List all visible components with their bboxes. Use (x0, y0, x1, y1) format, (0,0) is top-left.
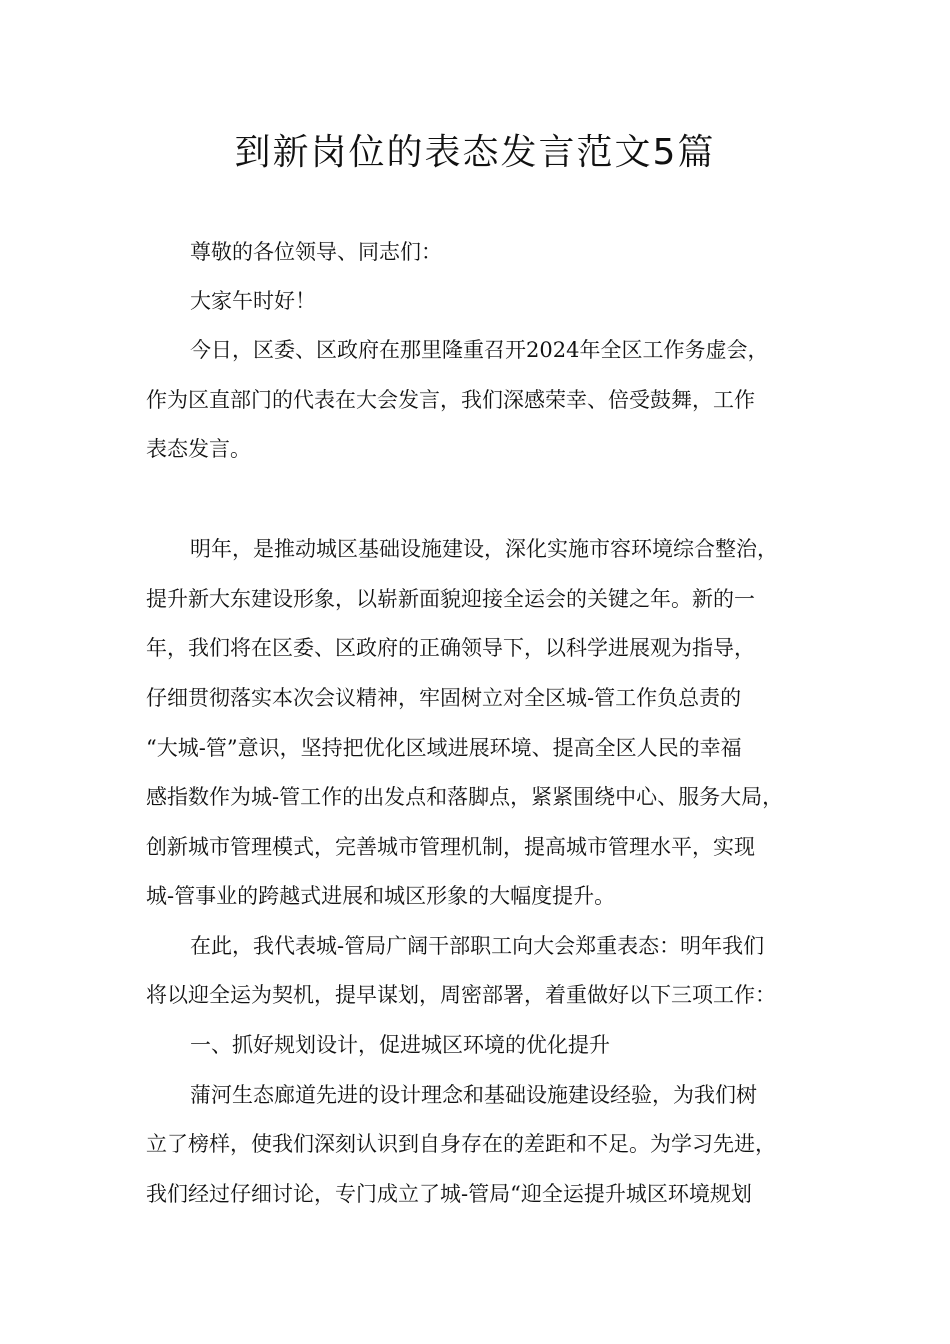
section-heading: 一、抓好规划设计，促进城区环境的优化提升 (190, 1033, 610, 1057)
paragraph-line: 立了榜样，使我们深刻认识到自身存在的差距和不足。为学习先进， (146, 1132, 776, 1156)
paragraph-line: 蒲河生态廊道先进的设计理念和基础设施建设经验，为我们树 (190, 1083, 757, 1107)
paragraph-line: 我们经过仔细讨论，专门成立了城-管局“迎全运提升城区环境规划 (146, 1182, 752, 1206)
salutation: 尊敬的各位领导、同志们： (190, 240, 442, 264)
paragraph-line: 将以迎全运为契机，提早谋划，周密部署，着重做好以下三项工作： (146, 983, 776, 1007)
paragraph-line: 仔细贯彻落实本次会议精神，牢固树立对全区城-管工作负总责的 (146, 686, 742, 710)
paragraph-line: 城-管事业的跨越式进展和城区形象的大幅度提升。 (146, 884, 616, 908)
paragraph-line: 提升新大东建设形象，以崭新面貌迎接全运会的关键之年。新的一 (146, 587, 755, 611)
paragraph-line: 感指数作为城-管工作的出发点和落脚点，紧紧围绕中心、服务大局， (146, 785, 784, 809)
paragraph-line: 年，我们将在区委、区政府的正确领导下，以科学进展观为指导， (146, 636, 755, 660)
paragraph-line: 表态发言。 (146, 437, 251, 461)
document-title: 到新岗位的表态发言范文5篇 (234, 132, 716, 173)
paragraph-line: 创新城市管理模式，完善城市管理机制，提高城市管理水平，实现 (146, 835, 755, 859)
greeting: 大家午时好！ (190, 289, 316, 313)
paragraph-line: 作为区直部门的代表在大会发言，我们深感荣幸、倍受鼓舞，工作 (146, 388, 755, 412)
paragraph-line: 在此，我代表城-管局广阔干部职工向大会郑重表态：明年我们 (190, 934, 765, 958)
paragraph-line: 明年，是推动城区基础设施建设，深化实施市容环境综合整治， (190, 537, 778, 561)
paragraph-line: 今日，区委、区政府在那里隆重召开2024年全区工作务虚会， (190, 338, 769, 362)
paragraph-line: “大城-管”意识，坚持把优化区域进展环境、提高全区人民的幸福 (146, 736, 742, 760)
